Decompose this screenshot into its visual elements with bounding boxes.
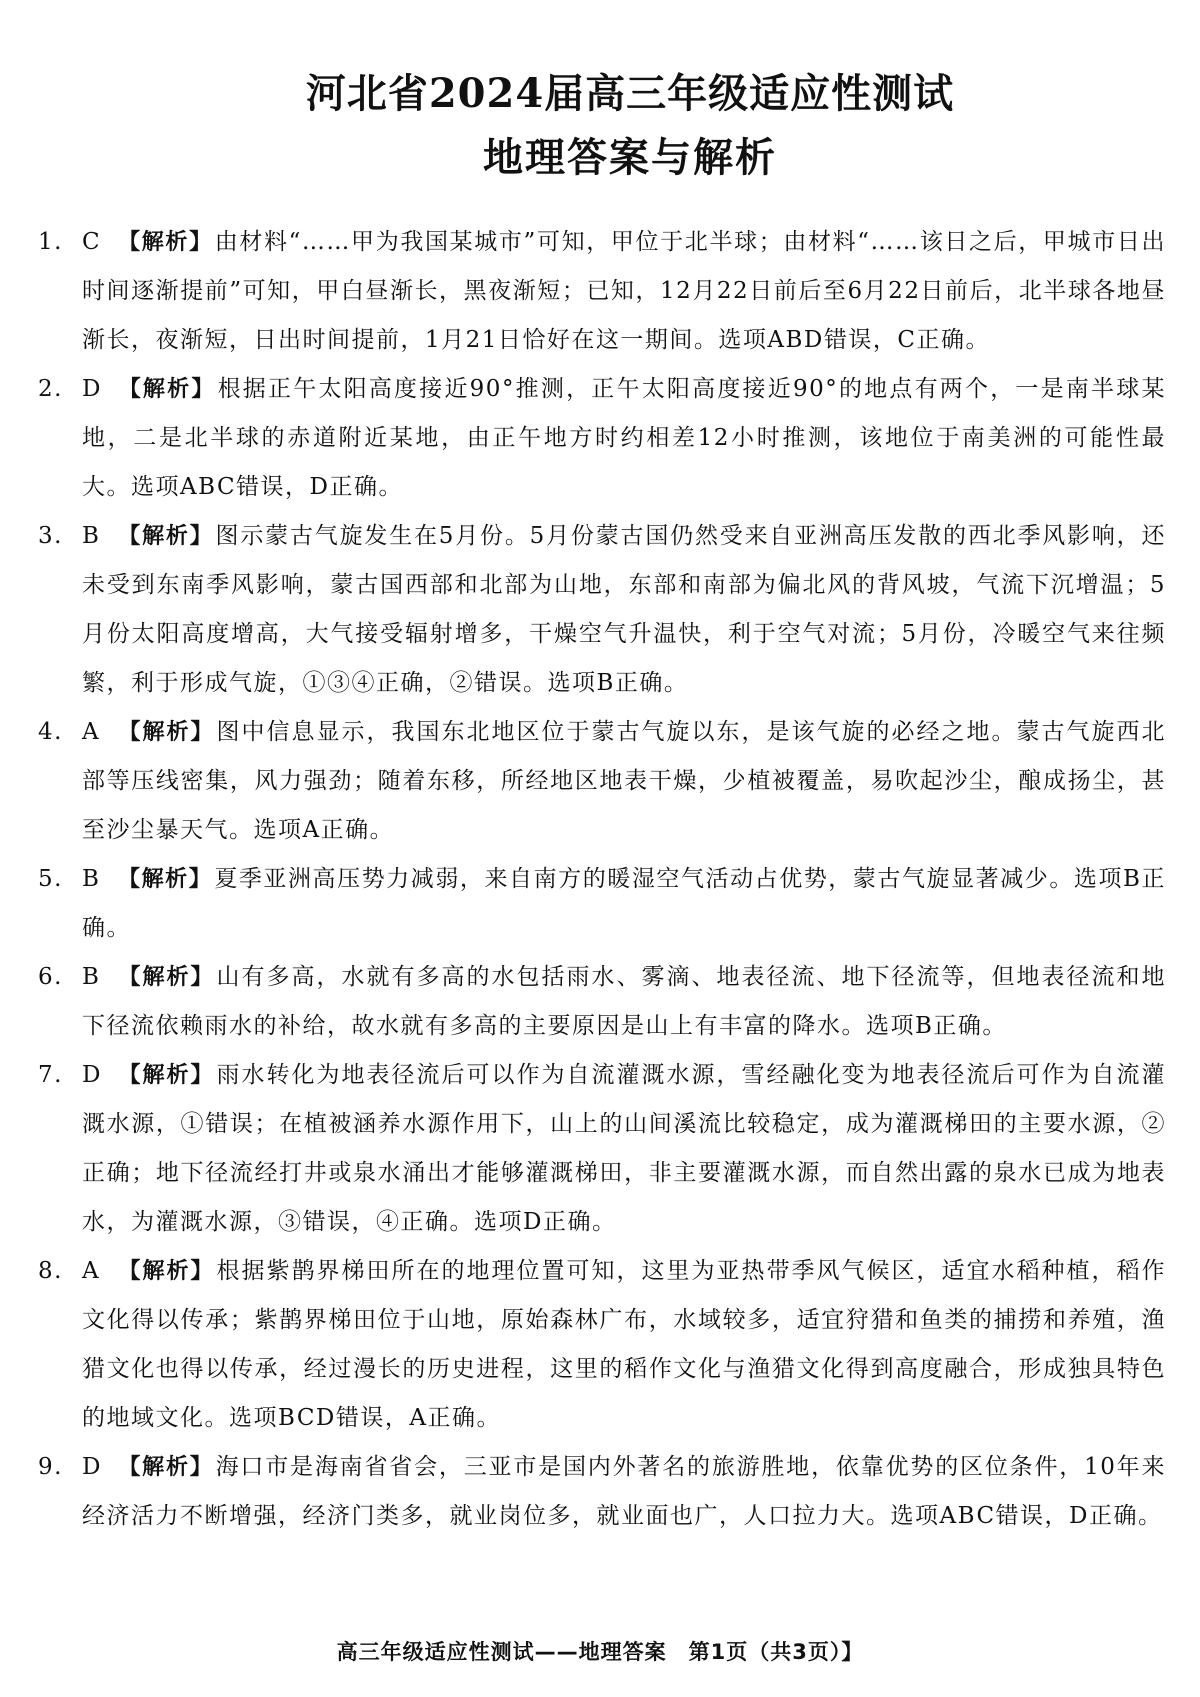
analysis-text: 根据正午太阳高度接近90°推测，正午太阳高度接近90°的地点有两个，一是南半球某地，二是北半球的赤道附近某地，由正午地方时约相差12小时推测，该地位于南美洲的可能性最大。选项ABC错误，D正确。 — [82, 376, 1166, 500]
question-number: 8. — [38, 1258, 63, 1284]
answer-item-7 — [38, 1051, 1166, 1247]
analysis-text: 夏季亚洲高压势力减弱，来自南方的暖湿空气活动占优势，蒙古气旋显著减少。选项B正确。 — [82, 866, 1166, 941]
question-number: 5. — [38, 866, 63, 892]
analysis-tag: 【解析】 — [118, 1063, 215, 1088]
answer-choice: B — [82, 523, 101, 549]
answer-choice: B — [82, 866, 101, 892]
page-footer: 高三年级适应性测试——地理答案 第1页（共3页）】 — [336, 1640, 864, 1664]
answer-item-1 — [38, 218, 1166, 365]
analysis-text: 由材料“……甲为我国某城市”可知，甲位于北半球；由材料“……该日之后，甲城市日出时间逐渐提前”可知，甲白昼渐长，黑夜渐短；已知，12月22日前后至6月22日前后，北半球各地昼渐长，夜渐短，日出时间提前，1月21日恰好在这一期间。选项ABD错误，C正确。 — [82, 229, 1166, 353]
analysis-tag: 【解析】 — [118, 1455, 214, 1480]
question-number: 3. — [38, 523, 63, 549]
question-number: 4. — [38, 719, 63, 745]
analysis-text: 图示蒙古气旋发生在5月份。5月份蒙古国仍然受来自亚洲高压发散的西北季风影响，还未受到东南季风影响，蒙古国西部和北部为山地，东部和南部为偏北风的背风坡，气流下沉增温；5月份太阳高度增高，大气接受辐射增多，干燥空气升温快，利于空气对流；5月份，冷暖空气来往频繁，利于形成气旋，①③④正确，②错误。选项B正确。 — [82, 523, 1166, 696]
answer-item-3 — [38, 512, 1166, 708]
answer-choice: B — [82, 964, 101, 990]
analysis-text: 海口市是海南省省会，三亚市是国内外著名的旅游胜地，依靠优势的区位条件，10年来经济活力不断增强，经济门类多，就业岗位多，就业面也广，人口拉力大。选项ABC错误，D正确。 — [82, 1454, 1166, 1529]
page-title: 河北省2024届高三年级适应性测试 — [305, 70, 955, 117]
answer-choice: D — [82, 1454, 102, 1480]
question-number: 7. — [38, 1062, 63, 1088]
answer-item-4 — [38, 708, 1166, 855]
analysis-text: 山有多高，水就有多高的水包括雨水、雾滴、地表径流、地下径流等，但地表径流和地下径流依赖雨水的补给，故水就有多高的主要原因是山上有丰富的降水。选项B正确。 — [82, 964, 1166, 1039]
analysis-tag: 【解析】 — [118, 230, 213, 255]
title-block — [0, 66, 1200, 186]
answer-list — [38, 218, 1166, 1541]
analysis-tag: 【解析】 — [118, 867, 213, 892]
page-subtitle: 地理答案与解析 — [483, 134, 777, 181]
answer-item-8 — [38, 1247, 1166, 1443]
question-number: 1. — [38, 229, 63, 255]
answer-item-6 — [38, 953, 1166, 1051]
answer-choice: A — [82, 1258, 101, 1284]
answer-choice: C — [82, 229, 102, 255]
analysis-tag: 【解析】 — [118, 524, 214, 549]
answer-choice: D — [82, 1062, 102, 1088]
analysis-text: 雨水转化为地表径流后可以作为自流灌溉水源，雪经融化变为地表径流后可作为自流灌溉水源，①错误；在植被涵养水源作用下，山上的山间溪流比较稳定，成为灌溉梯田的主要水源，②正确；地下径流经打井或泉水涌出才能够灌溉梯田，非主要灌溉水源，而自然出露的泉水已成为地表水，为灌溉水源，③错误，④正确。选项D正确。 — [82, 1062, 1166, 1235]
analysis-tag: 【解析】 — [118, 720, 215, 745]
question-number: 9. — [38, 1454, 63, 1480]
analysis-text: 根据紫鹊界梯田所在的地理位置可知，这里为亚热带季风气候区，适宜水稻种植，稻作文化得以传承；紫鹊界梯田位于山地，原始森林广布，水域较多，适宜狩猎和鱼类的捕捞和养殖，渔猎文化也得以传承，经过漫长的历史进程，这里的稻作文化与渔猎文化得到高度融合，形成独具特色的地域文化。选项BCD错误，A正确。 — [82, 1258, 1166, 1431]
question-number: 2. — [38, 376, 63, 402]
analysis-text: 图中信息显示，我国东北地区位于蒙古气旋以东，是该气旋的必经之地。蒙古气旋西北部等压线密集，风力强劲；随着东移，所经地区地表干燥，少植被覆盖，易吹起沙尘，酿成扬尘，甚至沙尘暴天气。选项A正确。 — [82, 719, 1166, 843]
analysis-tag: 【解析】 — [118, 1259, 215, 1284]
answer-item-5 — [38, 855, 1166, 953]
answer-choice: A — [82, 719, 101, 745]
question-number: 6. — [38, 964, 63, 990]
analysis-tag: 【解析】 — [118, 965, 215, 990]
answer-choice: D — [82, 376, 102, 402]
answer-item-9 — [38, 1443, 1166, 1541]
analysis-tag: 【解析】 — [118, 377, 216, 402]
answer-item-2 — [38, 365, 1166, 512]
